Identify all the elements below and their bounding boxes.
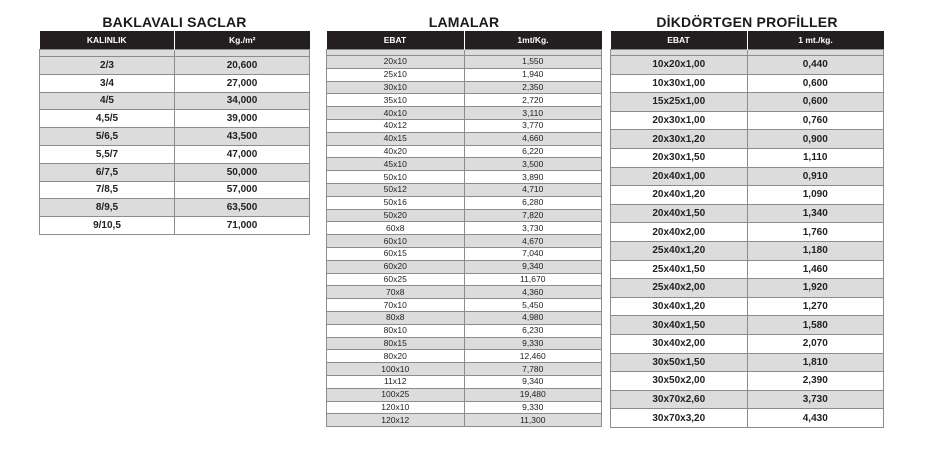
weight-cell: 9,340 xyxy=(464,375,602,388)
size-cell: 70x10 xyxy=(327,299,465,312)
column-header-ebat: EBAT xyxy=(327,31,465,50)
weight-cell: 2,070 xyxy=(747,334,884,353)
size-cell: 50x10 xyxy=(327,171,465,184)
table-row xyxy=(40,110,310,128)
lamalar-section xyxy=(326,13,602,427)
table-row xyxy=(611,56,884,75)
size-cell: 10x20x1,00 xyxy=(611,56,748,75)
lamalar-body xyxy=(327,50,602,427)
weight-cell: 1,580 xyxy=(747,316,884,335)
size-cell: 20x10 xyxy=(327,56,465,69)
table-header-row xyxy=(327,31,602,50)
weight-cell: 7,780 xyxy=(464,363,602,376)
size-cell: 60x8 xyxy=(327,222,465,235)
weight-cell: 50,000 xyxy=(175,163,310,181)
size-cell: 120x10 xyxy=(327,401,465,414)
weight-cell: 47,000 xyxy=(175,145,310,163)
table-row xyxy=(327,350,602,363)
table-row xyxy=(611,130,884,149)
table-row xyxy=(40,128,310,146)
table-row xyxy=(327,56,602,69)
dikdortgen-title: DİKDÖRTGEN PROFİLLER xyxy=(656,14,838,30)
size-cell: 20x40x1,50 xyxy=(611,204,748,223)
weight-cell: 11,300 xyxy=(464,414,602,427)
table-row xyxy=(611,223,884,242)
table-row xyxy=(611,353,884,372)
size-cell: 20x30x1,50 xyxy=(611,148,748,167)
lamalar-title: LAMALAR xyxy=(428,14,500,30)
weight-cell: 57,000 xyxy=(175,181,310,199)
size-cell: 5/6,5 xyxy=(40,128,175,146)
size-cell: 40x12 xyxy=(327,119,465,132)
weight-cell: 5,450 xyxy=(464,299,602,312)
dikdortgen-body xyxy=(611,50,884,428)
table-row xyxy=(327,273,602,286)
table-row xyxy=(327,196,602,209)
table-row xyxy=(327,171,602,184)
size-cell: 6/7,5 xyxy=(40,163,175,181)
size-cell: 25x40x1,20 xyxy=(611,241,748,260)
size-cell: 30x40x2,00 xyxy=(611,334,748,353)
size-cell: 40x10 xyxy=(327,107,465,120)
size-cell: 20x30x1,00 xyxy=(611,111,748,130)
column-header-mt-kg: 1mt/Kg. xyxy=(464,31,602,50)
weight-cell: 1,340 xyxy=(747,204,884,223)
size-cell: 11x12 xyxy=(327,375,465,388)
baklavali-table xyxy=(39,31,310,235)
table-row xyxy=(327,209,602,222)
weight-cell: 27,000 xyxy=(175,74,310,92)
size-cell: 50x20 xyxy=(327,209,465,222)
weight-cell: 3,890 xyxy=(464,171,602,184)
size-cell: 30x40x1,50 xyxy=(611,316,748,335)
size-cell: 5,5/7 xyxy=(40,145,175,163)
table-row xyxy=(327,299,602,312)
table-row xyxy=(40,57,310,75)
weight-cell: 3,770 xyxy=(464,119,602,132)
size-cell: 35x10 xyxy=(327,94,465,107)
table-row xyxy=(327,324,602,337)
table-row xyxy=(327,107,602,120)
weight-cell: 4,660 xyxy=(464,132,602,145)
table-row xyxy=(611,409,884,428)
size-cell: 80x8 xyxy=(327,311,465,324)
weight-cell: 7,040 xyxy=(464,247,602,260)
weight-cell: 1,270 xyxy=(747,297,884,316)
table-row xyxy=(611,260,884,279)
size-cell: 30x10 xyxy=(327,81,465,94)
column-header-kalinlik: KALINLIK xyxy=(40,31,175,50)
size-cell: 30x50x2,00 xyxy=(611,372,748,391)
table-row xyxy=(611,297,884,316)
weight-cell: 0,600 xyxy=(747,74,884,93)
table-row xyxy=(611,74,884,93)
size-cell: 50x12 xyxy=(327,183,465,196)
table-row xyxy=(327,81,602,94)
weight-cell: 9,330 xyxy=(464,401,602,414)
size-cell: 60x25 xyxy=(327,273,465,286)
table-row xyxy=(327,260,602,273)
table-header-row xyxy=(40,31,310,50)
size-cell: 10x30x1,00 xyxy=(611,74,748,93)
dikdortgen-table xyxy=(610,31,884,428)
table-row xyxy=(327,247,602,260)
weight-cell: 12,460 xyxy=(464,350,602,363)
weight-cell: 3,110 xyxy=(464,107,602,120)
size-cell: 40x15 xyxy=(327,132,465,145)
table-row xyxy=(327,375,602,388)
weight-cell: 43,500 xyxy=(175,128,310,146)
size-cell: 120x12 xyxy=(327,414,465,427)
size-cell: 25x40x1,50 xyxy=(611,260,748,279)
size-cell: 2/3 xyxy=(40,57,175,75)
table-row xyxy=(327,222,602,235)
size-cell: 80x15 xyxy=(327,337,465,350)
table-row xyxy=(611,167,884,186)
size-cell: 60x20 xyxy=(327,260,465,273)
table-row xyxy=(327,183,602,196)
weight-cell: 1,920 xyxy=(747,279,884,298)
table-row xyxy=(40,181,310,199)
table-row xyxy=(611,204,884,223)
table-row xyxy=(611,241,884,260)
table-row xyxy=(40,163,310,181)
weight-cell: 1,460 xyxy=(747,260,884,279)
weight-cell: 4,980 xyxy=(464,311,602,324)
weight-cell: 9,330 xyxy=(464,337,602,350)
size-cell: 30x70x2,60 xyxy=(611,390,748,409)
column-header-ebat: EBAT xyxy=(611,31,748,50)
table-row xyxy=(611,316,884,335)
weight-cell: 2,350 xyxy=(464,81,602,94)
size-cell: 20x30x1,20 xyxy=(611,130,748,149)
size-cell: 9/10,5 xyxy=(40,217,175,235)
table-row xyxy=(611,334,884,353)
table-row xyxy=(611,93,884,112)
weight-cell: 6,230 xyxy=(464,324,602,337)
weight-cell: 19,480 xyxy=(464,388,602,401)
table-row xyxy=(40,145,310,163)
weight-cell: 1,940 xyxy=(464,68,602,81)
size-cell: 8/9,5 xyxy=(40,199,175,217)
weight-cell: 3,500 xyxy=(464,158,602,171)
table-spacer-row xyxy=(40,50,310,57)
column-header-kg: Kg./m² xyxy=(175,31,310,50)
weight-cell: 0,900 xyxy=(747,130,884,149)
size-cell: 20x40x1,20 xyxy=(611,186,748,205)
weight-cell: 1,090 xyxy=(747,186,884,205)
table-row xyxy=(611,279,884,298)
weight-cell: 1,110 xyxy=(747,148,884,167)
size-cell: 80x10 xyxy=(327,324,465,337)
table-row xyxy=(611,186,884,205)
spacer-cell xyxy=(40,50,175,57)
weight-cell: 11,670 xyxy=(464,273,602,286)
weight-cell: 0,600 xyxy=(747,93,884,112)
weight-cell: 1,760 xyxy=(747,223,884,242)
weight-cell: 1,810 xyxy=(747,353,884,372)
table-row xyxy=(611,148,884,167)
weight-cell: 3,730 xyxy=(464,222,602,235)
table-row xyxy=(327,337,602,350)
weight-cell: 0,910 xyxy=(747,167,884,186)
size-cell: 30x40x1,20 xyxy=(611,297,748,316)
table-row xyxy=(327,145,602,158)
size-cell: 3/4 xyxy=(40,74,175,92)
size-cell: 4,5/5 xyxy=(40,110,175,128)
baklavali-body xyxy=(40,50,310,235)
table-row xyxy=(327,401,602,414)
weight-cell: 34,000 xyxy=(175,92,310,110)
size-cell: 20x40x2,00 xyxy=(611,223,748,242)
weight-cell: 71,000 xyxy=(175,217,310,235)
table-row xyxy=(327,158,602,171)
column-header-mt-kg: 1 mt./kg. xyxy=(747,31,884,50)
weight-cell: 4,710 xyxy=(464,183,602,196)
size-cell: 100x25 xyxy=(327,388,465,401)
weight-cell: 39,000 xyxy=(175,110,310,128)
size-cell: 30x50x1,50 xyxy=(611,353,748,372)
weight-cell: 20,600 xyxy=(175,57,310,75)
size-cell: 25x40x2,00 xyxy=(611,279,748,298)
size-cell: 25x10 xyxy=(327,68,465,81)
weight-cell: 4,430 xyxy=(747,409,884,428)
table-row xyxy=(611,372,884,391)
table-row xyxy=(327,119,602,132)
table-row xyxy=(327,68,602,81)
table-row xyxy=(40,74,310,92)
size-cell: 20x40x1,00 xyxy=(611,167,748,186)
table-row xyxy=(611,111,884,130)
size-cell: 60x15 xyxy=(327,247,465,260)
table-row xyxy=(327,388,602,401)
table-row xyxy=(327,286,602,299)
weight-cell: 7,820 xyxy=(464,209,602,222)
weight-cell: 6,220 xyxy=(464,145,602,158)
size-cell: 4/5 xyxy=(40,92,175,110)
table-header-row xyxy=(611,31,884,50)
table-row xyxy=(327,311,602,324)
table-row xyxy=(327,235,602,248)
size-cell: 80x20 xyxy=(327,350,465,363)
weight-cell: 4,360 xyxy=(464,286,602,299)
weight-cell: 2,720 xyxy=(464,94,602,107)
size-cell: 7/8,5 xyxy=(40,181,175,199)
size-cell: 30x70x3,20 xyxy=(611,409,748,428)
weight-cell: 4,670 xyxy=(464,235,602,248)
weight-cell: 2,390 xyxy=(747,372,884,391)
weight-cell: 63,500 xyxy=(175,199,310,217)
weight-cell: 0,440 xyxy=(747,56,884,75)
weight-cell: 6,280 xyxy=(464,196,602,209)
weight-cell: 1,550 xyxy=(464,56,602,69)
spacer-cell xyxy=(175,50,310,57)
weight-cell: 0,760 xyxy=(747,111,884,130)
size-cell: 45x10 xyxy=(327,158,465,171)
baklavali-section xyxy=(39,13,310,235)
table-row xyxy=(327,363,602,376)
size-cell: 70x8 xyxy=(327,286,465,299)
dikdortgen-section xyxy=(610,13,884,428)
size-cell: 100x10 xyxy=(327,363,465,376)
lamalar-table xyxy=(326,31,602,427)
weight-cell: 1,180 xyxy=(747,241,884,260)
table-row xyxy=(611,390,884,409)
table-row xyxy=(327,132,602,145)
weight-cell: 3,730 xyxy=(747,390,884,409)
size-cell: 50x16 xyxy=(327,196,465,209)
table-row xyxy=(327,414,602,427)
table-row xyxy=(327,94,602,107)
table-row xyxy=(40,92,310,110)
weight-cell: 9,340 xyxy=(464,260,602,273)
size-cell: 40x20 xyxy=(327,145,465,158)
size-cell: 60x10 xyxy=(327,235,465,248)
table-row xyxy=(40,199,310,217)
table-row xyxy=(40,217,310,235)
size-cell: 15x25x1,00 xyxy=(611,93,748,112)
baklavali-title: BAKLAVALI SACLAR xyxy=(102,14,247,30)
